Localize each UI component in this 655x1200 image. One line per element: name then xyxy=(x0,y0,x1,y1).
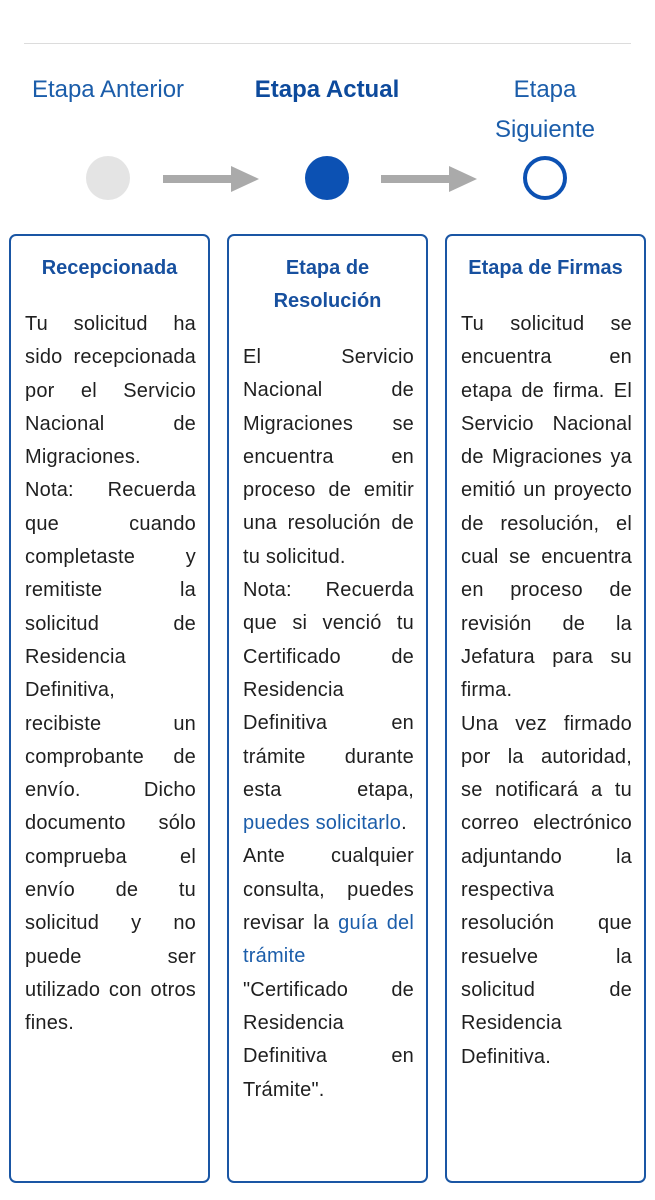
card-body xyxy=(447,308,644,1074)
card-note-text: Nota: Recuerda que si venció tu Certificado de Residencia Definitiva en trámite durante esta etapa, xyxy=(243,579,414,801)
previous-stage-indicator xyxy=(86,156,130,200)
card-note-end: . xyxy=(401,812,407,835)
card-etapa-resolucion xyxy=(227,234,428,1183)
guia-del-tramite-link[interactable]: guía del trámite xyxy=(243,912,415,968)
card-paragraph: El Servicio Nacional de Migraciones se encuentra en proceso de emitir una resolución de tu solicitud. xyxy=(243,346,414,568)
card-body xyxy=(11,308,208,1041)
stage-current-label: Etapa Actual xyxy=(254,76,400,103)
card-paragraph: Tu solicitud ha sido recepcionada por el Servicio Nacional de Migraciones. xyxy=(25,313,196,469)
current-stage-indicator xyxy=(305,156,349,200)
next-stage-indicator xyxy=(523,156,567,200)
card-title: Recepcionada xyxy=(41,257,178,279)
card-consult-text: Ante cualquier consulta, puedes revisar la xyxy=(243,845,414,935)
arrow-right-icon xyxy=(381,166,477,192)
card-etapa-firmas xyxy=(445,234,646,1183)
card-title xyxy=(243,252,412,318)
stage-previous-label: Etapa Anterior xyxy=(31,76,185,103)
stage-next-label-line2: Siguiente xyxy=(494,116,596,143)
arrow-right-icon xyxy=(163,166,259,192)
card-title-line2: Resolución xyxy=(273,290,382,312)
card-consult xyxy=(243,840,414,973)
card-paragraph: Tu solicitud se encuentra en etapa de firma. El Servicio Nacional de Migraciones ya emitió un proyecto de resolución, el cual se encuentra en proceso de revisión de la Jefatura para su firma. xyxy=(461,313,632,702)
stage-next-label-line1: Etapa xyxy=(513,76,577,103)
card-paragraph: "Certificado de Residencia Definitiva en Trámite". xyxy=(243,978,414,1101)
top-divider xyxy=(24,43,631,44)
stage-next-label xyxy=(445,70,645,150)
card-note: Nota: Recuerda que cuando completaste y remitiste la solicitud de Residencia Definitiva, recibiste un comprobante de envío. Dicho documento sólo comprueba el envío de tu solicitud y no puede ser utilizado con otros fines. xyxy=(25,479,196,1035)
card-recepcionada xyxy=(9,234,210,1183)
puedes-solicitarlo-link[interactable]: puedes solicitarlo xyxy=(243,812,402,835)
card-title-line1: Etapa de xyxy=(285,257,370,279)
card-body xyxy=(229,341,426,1107)
card-note xyxy=(243,574,414,840)
card-paragraph: Una vez firmado por la autoridad, se notificará a tu correo electrónico adjuntando la respectiva resolución que resuelve la solicitud de Residencia Definitiva. xyxy=(461,712,632,1068)
card-title: Etapa de Firmas xyxy=(468,257,623,279)
